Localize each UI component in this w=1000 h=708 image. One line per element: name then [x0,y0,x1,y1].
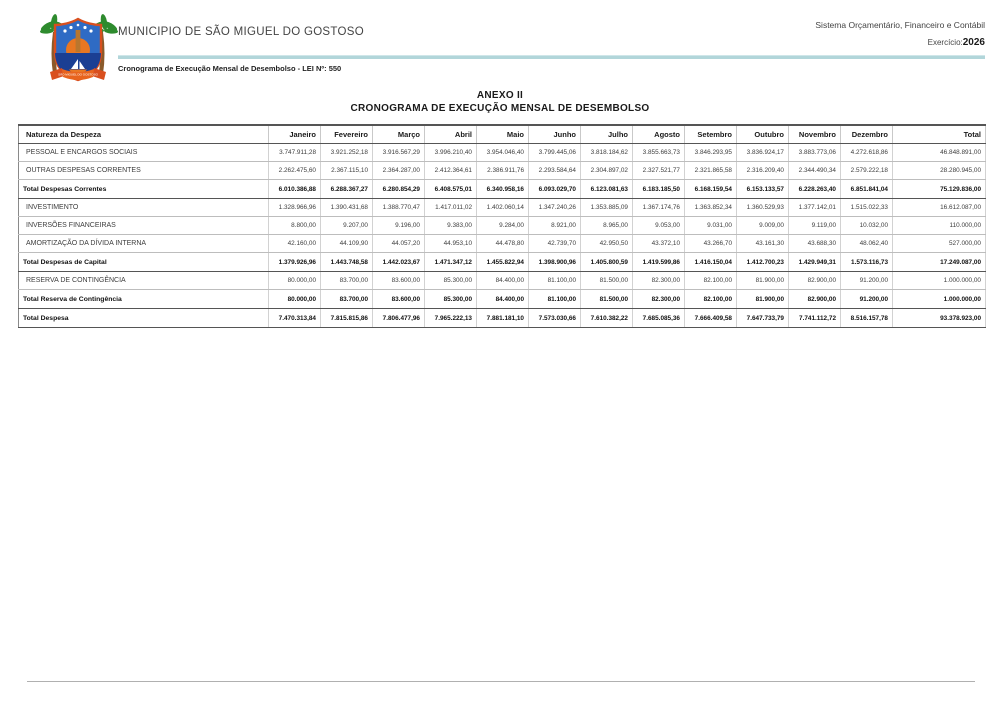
value-cell: 1.416.150,04 [685,253,737,272]
total-row [19,253,986,272]
value-cell: 10.032,00 [841,217,893,235]
value-cell: 1.328.966,96 [269,199,321,217]
value-cell: 7.741.112,72 [789,309,841,328]
value-cell: 1.379.926,96 [269,253,321,272]
value-cell: 7.815.815,86 [321,309,373,328]
column-header: Total [893,125,986,144]
table-row [19,235,986,253]
value-cell: 7.470.313,84 [269,309,321,328]
value-cell: 1.390.431,68 [321,199,373,217]
value-cell: 1.360.529,93 [737,199,789,217]
value-cell: 3.883.773,06 [789,144,841,162]
value-cell: 1.471.347,12 [425,253,477,272]
value-cell: 1.419.599,86 [633,253,685,272]
value-cell: 1.417.011,02 [425,199,477,217]
row-label: Total Reserva de Contingência [19,290,269,309]
value-cell: 9.383,00 [425,217,477,235]
column-header: Dezembro [841,125,893,144]
value-cell: 7.573.030,66 [529,309,581,328]
value-cell: 75.129.836,00 [893,180,986,199]
table-row [19,162,986,180]
value-cell: 2.304.897,02 [581,162,633,180]
value-cell: 9.207,00 [321,217,373,235]
report-subtitle: Cronograma de Execução Mensal de Desembolso - LEI Nº: 550 [118,64,342,73]
column-header: Outubro [737,125,789,144]
value-cell: 7.806.477,96 [373,309,425,328]
value-cell: 3.818.184,62 [581,144,633,162]
value-cell: 82.100,00 [685,272,737,290]
table-row [19,144,986,162]
value-cell: 7.685.085,36 [633,309,685,328]
value-cell: 44.109,90 [321,235,373,253]
value-cell: 85.300,00 [425,290,477,309]
value-cell: 9.284,00 [477,217,529,235]
row-label: INVESTIMENTO [19,199,269,217]
value-cell: 80.000,00 [269,272,321,290]
total-row [19,290,986,309]
value-cell: 46.848.891,00 [893,144,986,162]
value-cell: 1.347.240,26 [529,199,581,217]
value-cell: 84.400,00 [477,272,529,290]
value-cell: 7.647.733,79 [737,309,789,328]
value-cell: 6.228.263,40 [789,180,841,199]
value-cell: 7.965.222,13 [425,309,477,328]
value-cell: 1.429.949,31 [789,253,841,272]
column-header: Fevereiro [321,125,373,144]
system-name: Sistema Orçamentário, Financeiro e Contábil [815,20,985,30]
value-cell: 6.280.854,29 [373,180,425,199]
value-cell: 9.031,00 [685,217,737,235]
value-cell: 16.612.087,00 [893,199,986,217]
column-header: Janeiro [269,125,321,144]
table-row [19,217,986,235]
value-cell: 17.249.087,00 [893,253,986,272]
value-cell: 6.288.367,27 [321,180,373,199]
column-header: Novembro [789,125,841,144]
table-row [19,199,986,217]
value-cell: 42.160,00 [269,235,321,253]
value-cell: 1.000.000,00 [893,272,986,290]
column-header: Março [373,125,425,144]
value-cell: 83.700,00 [321,272,373,290]
value-cell: 93.378.923,00 [893,309,986,328]
row-label: Total Despesas de Capital [19,253,269,272]
value-cell: 9.053,00 [633,217,685,235]
value-cell: 7.881.181,10 [477,309,529,328]
column-header: Natureza da Despeza [19,125,269,144]
table-header-row [19,125,986,144]
value-cell: 2.344.490,34 [789,162,841,180]
value-cell: 1.573.116,73 [841,253,893,272]
value-cell: 2.367.115,10 [321,162,373,180]
value-cell: 43.372,10 [633,235,685,253]
value-cell: 43.161,30 [737,235,789,253]
value-cell: 1.353.885,09 [581,199,633,217]
value-cell: 1.363.852,34 [685,199,737,217]
value-cell: 84.400,00 [477,290,529,309]
row-label: OUTRAS DESPESAS CORRENTES [19,162,269,180]
column-header: Agosto [633,125,685,144]
row-label: INVERSÕES FINANCEIRAS [19,217,269,235]
table-row [19,272,986,290]
value-cell: 6.153.133,57 [737,180,789,199]
column-header: Junho [529,125,581,144]
value-cell: 44.953,10 [425,235,477,253]
column-header: Setembro [685,125,737,144]
value-cell: 83.600,00 [373,290,425,309]
value-cell: 91.200,00 [841,290,893,309]
value-cell: 6.408.575,01 [425,180,477,199]
exercise-year [928,37,985,48]
value-cell: 83.600,00 [373,272,425,290]
value-cell: 9.119,00 [789,217,841,235]
page-title: CRONOGRAMA DE EXECUÇÃO MENSAL DE DESEMBOLSO [350,103,650,114]
row-label: AMORTIZAÇÃO DA DÍVIDA INTERNA [19,235,269,253]
value-cell: 82.300,00 [633,290,685,309]
value-cell: 2.316.209,40 [737,162,789,180]
footer-divider [27,681,975,682]
value-cell: 9.196,00 [373,217,425,235]
row-label: PESSOAL E ENCARGOS SOCIAIS [19,144,269,162]
value-cell: 4.272.618,86 [841,144,893,162]
value-cell: 1.388.770,47 [373,199,425,217]
value-cell: 1.405.800,59 [581,253,633,272]
disbursement-table [18,124,986,328]
value-cell: 44.057,20 [373,235,425,253]
exercise-label: Exercício: [927,38,963,47]
value-cell: 9.009,00 [737,217,789,235]
value-cell: 2.386.911,76 [477,162,529,180]
value-cell: 3.954.046,40 [477,144,529,162]
value-cell: 2.579.222,18 [841,162,893,180]
exercise-year-value: 2026 [962,37,985,48]
value-cell: 3.996.210,40 [425,144,477,162]
row-label: Total Despesas Correntes [19,180,269,199]
value-cell: 1.000.000,00 [893,290,986,309]
value-cell: 81.500,00 [581,272,633,290]
value-cell: 3.855.663,73 [633,144,685,162]
value-cell: 1.377.142,01 [789,199,841,217]
total-row [19,309,986,328]
value-cell: 7.666.409,58 [685,309,737,328]
value-cell: 81.500,00 [581,290,633,309]
value-cell: 42.739,70 [529,235,581,253]
annex-title: ANEXO II [476,90,524,101]
value-cell: 6.168.159,54 [685,180,737,199]
disbursement-table-wrap [18,124,985,328]
value-cell: 48.062,40 [841,235,893,253]
value-cell: 2.293.584,64 [529,162,581,180]
value-cell: 2.412.364,61 [425,162,477,180]
municipality-title: MUNICIPIO DE SÃO MIGUEL DO GOSTOSO [118,26,364,38]
value-cell: 81.900,00 [737,290,789,309]
value-cell: 8.965,00 [581,217,633,235]
value-cell: 81.100,00 [529,272,581,290]
value-cell: 7.610.382,22 [581,309,633,328]
value-cell: 1.455.822,94 [477,253,529,272]
value-cell: 8.800,00 [269,217,321,235]
value-cell: 3.921.252,18 [321,144,373,162]
row-label: Total Despesa [19,309,269,328]
value-cell: 6.183.185,50 [633,180,685,199]
value-cell: 3.747.911,28 [269,144,321,162]
coat-of-arms-icon [38,6,118,88]
value-cell: 2.327.521,77 [633,162,685,180]
value-cell: 81.100,00 [529,290,581,309]
header-divider [118,55,985,59]
value-cell: 82.300,00 [633,272,685,290]
value-cell: 8.921,00 [529,217,581,235]
value-cell: 1.515.022,33 [841,199,893,217]
value-cell: 2.262.475,60 [269,162,321,180]
value-cell: 82.900,00 [789,290,841,309]
column-header: Maio [477,125,529,144]
value-cell: 44.478,80 [477,235,529,253]
value-cell: 3.799.445,06 [529,144,581,162]
value-cell: 1.367.174,76 [633,199,685,217]
value-cell: 3.836.924,17 [737,144,789,162]
value-cell: 6.340.958,16 [477,180,529,199]
value-cell: 85.300,00 [425,272,477,290]
value-cell: 6.851.841,04 [841,180,893,199]
value-cell: 3.846.293,95 [685,144,737,162]
value-cell: 42.950,50 [581,235,633,253]
value-cell: 43.266,70 [685,235,737,253]
value-cell: 1.412.700,23 [737,253,789,272]
value-cell: 80.000,00 [269,290,321,309]
total-row [19,180,986,199]
value-cell: 81.900,00 [737,272,789,290]
value-cell: 1.443.748,58 [321,253,373,272]
value-cell: 2.364.287,00 [373,162,425,180]
column-header: Abril [425,125,477,144]
svg-text:SÃO MIGUEL DO GOSTOSO: SÃO MIGUEL DO GOSTOSO [58,72,98,77]
value-cell: 1.442.023,67 [373,253,425,272]
value-cell: 8.516.157,78 [841,309,893,328]
value-cell: 6.123.081,63 [581,180,633,199]
value-cell: 1.398.900,96 [529,253,581,272]
value-cell: 82.100,00 [685,290,737,309]
value-cell: 91.200,00 [841,272,893,290]
value-cell: 43.688,30 [789,235,841,253]
row-label: RESERVA DE CONTINGÊNCIA [19,272,269,290]
value-cell: 110.000,00 [893,217,986,235]
value-cell: 527.000,00 [893,235,986,253]
value-cell: 3.916.567,29 [373,144,425,162]
value-cell: 6.010.386,88 [269,180,321,199]
value-cell: 2.321.865,58 [685,162,737,180]
value-cell: 1.402.060,14 [477,199,529,217]
value-cell: 6.093.029,70 [529,180,581,199]
value-cell: 82.900,00 [789,272,841,290]
value-cell: 83.700,00 [321,290,373,309]
value-cell: 28.280.945,00 [893,162,986,180]
column-header: Julho [581,125,633,144]
